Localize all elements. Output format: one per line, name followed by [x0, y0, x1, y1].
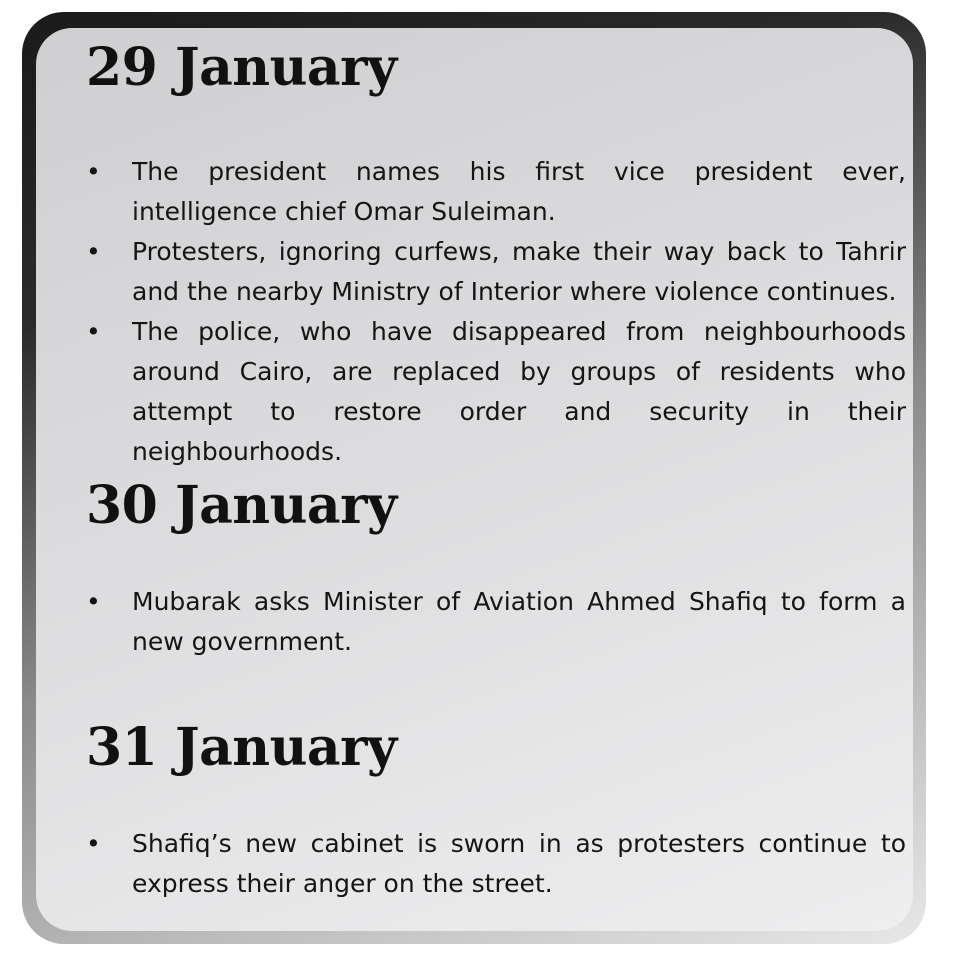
bullet-list — [86, 152, 906, 472]
list-item — [86, 152, 906, 232]
section-30-january — [86, 470, 906, 662]
section-29-january — [86, 32, 906, 472]
list-item-text: The police, who have disappeared from neighbourhoods around Cairo, are replaced by groups of residents who attempt to restore order and security in their neighbourhoods. — [132, 317, 906, 466]
timeline-panel — [36, 28, 913, 931]
section-heading: 29 January — [86, 37, 397, 98]
section-31-january — [86, 712, 906, 904]
section-heading: 30 January — [86, 475, 397, 536]
list-item-text: Protesters, ignoring curfews, make their way back to Tahrir and the nearby Ministry of Interior where violence continues. — [132, 237, 906, 306]
list-item — [86, 312, 906, 472]
bullet-icon: • — [86, 829, 101, 858]
bullet-icon: • — [86, 237, 101, 266]
bullet-icon: • — [86, 317, 101, 346]
list-item — [86, 232, 906, 312]
list-item — [86, 824, 906, 904]
list-item — [86, 582, 906, 662]
list-item-text: The president names his first vice president ever, intelligence chief Omar Suleiman. — [132, 157, 906, 226]
bullet-icon: • — [86, 587, 101, 616]
list-item-text: Shafiq’s new cabinet is sworn in as protesters continue to express their anger on the street. — [132, 829, 906, 898]
bullet-list — [86, 824, 906, 904]
bullet-list — [86, 582, 906, 662]
bullet-icon: • — [86, 157, 101, 186]
section-heading: 31 January — [86, 717, 397, 778]
list-item-text: Mubarak asks Minister of Aviation Ahmed Shafiq to form a new government. — [132, 587, 906, 656]
